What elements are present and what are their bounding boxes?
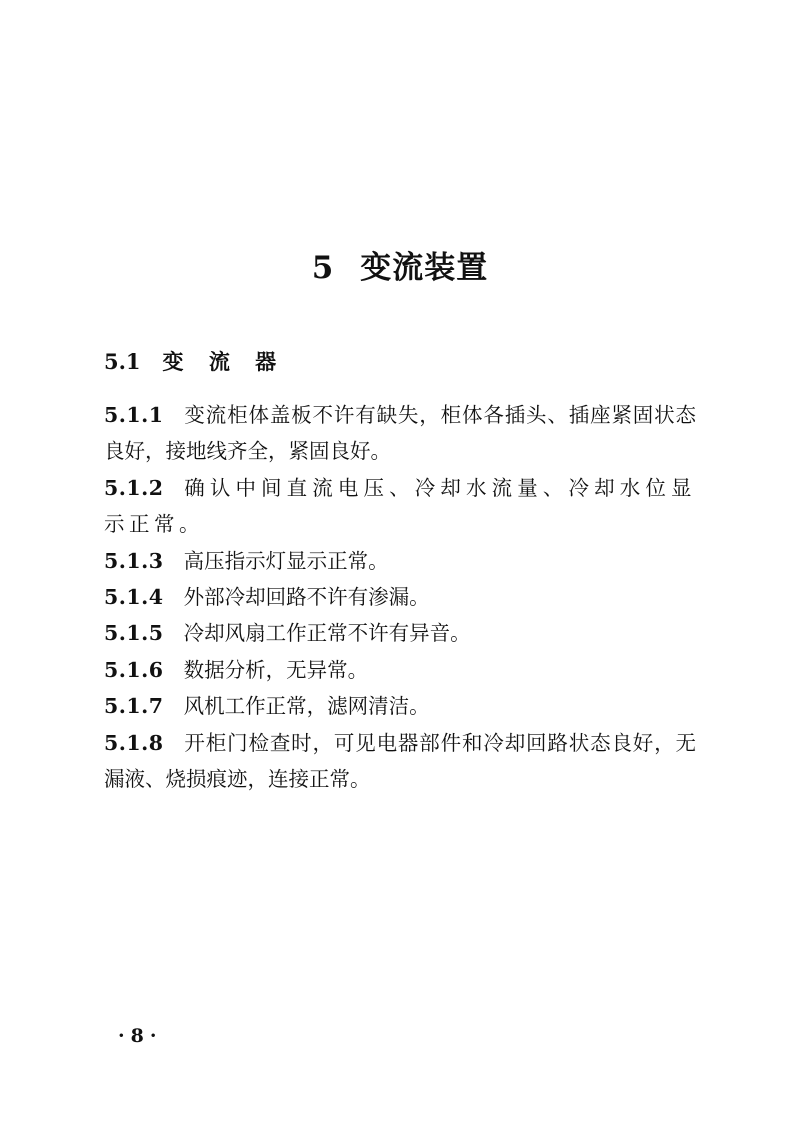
section-title-text: 变 流 器 xyxy=(162,350,286,374)
clause-text: 变流柜体盖板不许有缺失，柜体各插头、插座紧固状态良好，接地线齐全，紧固良好。 xyxy=(104,403,696,464)
clause-5-1-4 xyxy=(104,579,696,615)
clause-number: 5.1.4 xyxy=(104,585,164,610)
clause-5-1-7 xyxy=(104,688,696,724)
section-number: 5.1 xyxy=(104,349,141,374)
chapter-title-text: 变流装置 xyxy=(360,250,489,286)
clause-text: 开柜门检查时，可见电器部件和冷却回路状态良好，无漏液、烧损痕迹，连接正常。 xyxy=(104,730,696,792)
section-heading xyxy=(104,347,285,377)
clause-number: 5.1.3 xyxy=(104,548,164,573)
clause-text: 数据分析，无异常。 xyxy=(183,657,369,682)
page-number-dot-right: · xyxy=(149,1025,157,1047)
page-number-dot-left: · xyxy=(118,1025,125,1047)
clause-number: 5.1.5 xyxy=(104,621,164,646)
clause-list xyxy=(104,397,696,797)
clause-number: 5.1.7 xyxy=(104,694,164,719)
clause-number: 5.1.2 xyxy=(104,475,164,500)
clause-5-1-2 xyxy=(104,470,696,543)
clause-5-1-1 xyxy=(104,397,696,470)
chapter-title xyxy=(0,248,800,288)
clause-5-1-5 xyxy=(104,615,696,651)
clause-text: 风机工作正常，滤网清洁。 xyxy=(183,694,430,719)
clause-text: 确认中间直流电压、冷却水流量、冷却水位显示正常。 xyxy=(104,475,696,537)
page-number xyxy=(112,1022,162,1050)
clause-text: 高压指示灯显示正常。 xyxy=(183,548,389,573)
clause-number: 5.1.8 xyxy=(104,730,164,755)
clause-5-1-3 xyxy=(104,543,696,579)
clause-number: 5.1.1 xyxy=(104,403,164,427)
clause-text: 外部冷却回路不许有渗漏。 xyxy=(183,585,430,610)
page-number-value: 8 xyxy=(130,1025,144,1047)
clause-text: 冷却风扇工作正常不许有异音。 xyxy=(183,621,471,646)
clause-5-1-8 xyxy=(104,725,696,798)
clause-5-1-6 xyxy=(104,652,696,688)
chapter-number: 5 xyxy=(311,250,335,286)
clause-number: 5.1.6 xyxy=(104,657,164,682)
